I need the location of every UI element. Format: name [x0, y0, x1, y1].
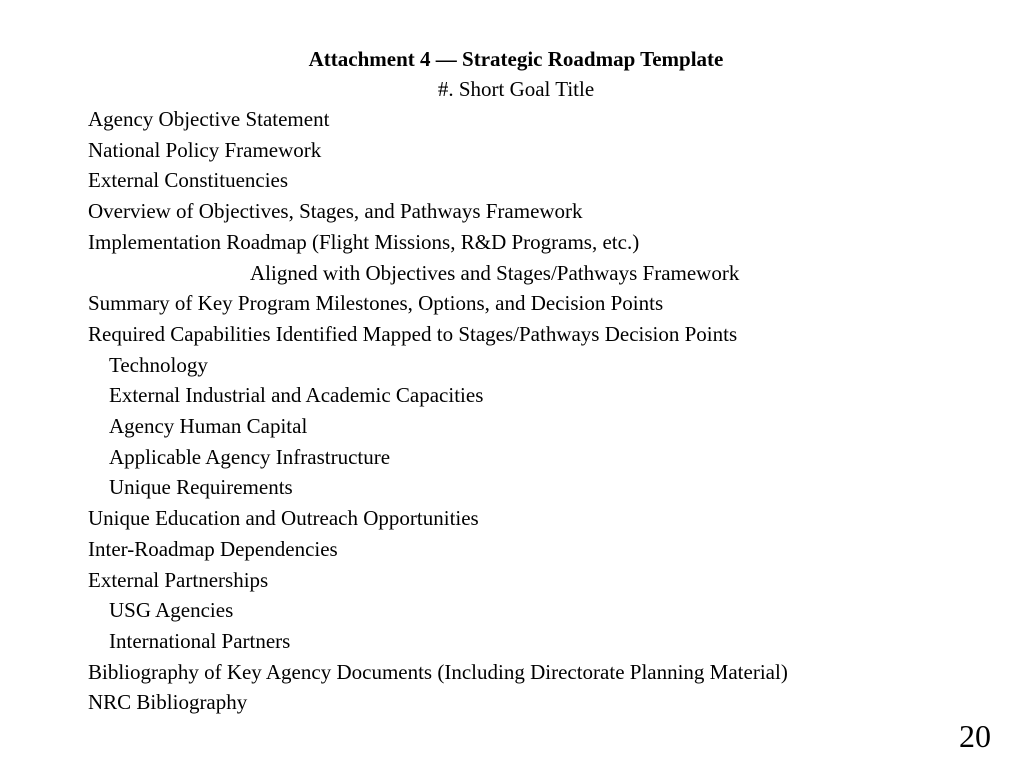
- outline-item: Unique Education and Outreach Opportunities: [88, 506, 479, 531]
- outline-subitem: Applicable Agency Infrastructure: [109, 444, 391, 469]
- outline-list: [88, 104, 788, 718]
- outline-item: NRC Bibliography: [88, 690, 248, 715]
- outline-item: External Partnerships: [88, 567, 269, 592]
- outline-item: Bibliography of Key Agency Documents (Including Directorate Planning Material): [88, 659, 788, 684]
- page-title: Attachment 4 — Strategic Roadmap Template: [308, 47, 724, 71]
- page-number: 20: [959, 718, 991, 754]
- outline-subitem: Unique Requirements: [109, 475, 293, 500]
- outline-item: Overview of Objectives, Stages, and Pathways Framework: [88, 199, 583, 224]
- outline-subitem: International Partners: [109, 628, 291, 653]
- outline-subitem: USG Agencies: [109, 598, 234, 623]
- outline-item: Required Capabilities Identified Mapped to Stages/Pathways Decision Points: [88, 321, 738, 346]
- outline-subitem: External Industrial and Academic Capacities: [109, 383, 484, 408]
- outline-item: Inter-Roadmap Dependencies: [88, 536, 338, 561]
- outline-item: Implementation Roadmap (Flight Missions, R&D Programs, etc.): [88, 229, 640, 254]
- outline-item: Summary of Key Program Milestones, Options, and Decision Points: [88, 291, 664, 316]
- outline-item: National Policy Framework: [88, 137, 322, 162]
- outline-item: External Constituencies: [88, 168, 289, 193]
- page-subtitle: #. Short Goal Title: [437, 77, 595, 101]
- outline-subitem: Technology: [109, 352, 208, 377]
- outline-subitem: Aligned with Objectives and Stages/Pathways Framework: [250, 260, 740, 285]
- outline-subitem: Agency Human Capital: [109, 414, 308, 439]
- outline-item: Agency Objective Statement: [88, 107, 330, 131]
